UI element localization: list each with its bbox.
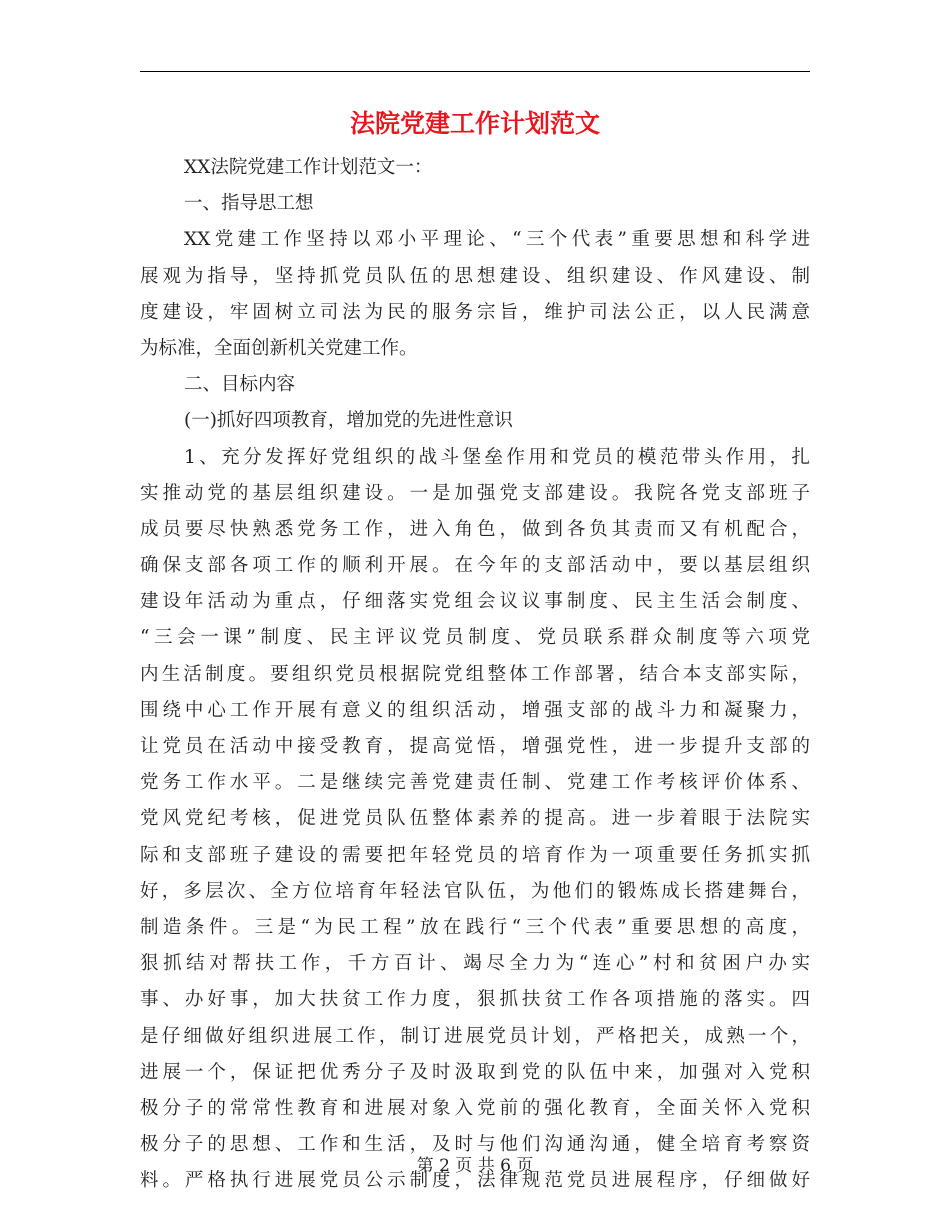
page-number: 第 2 页 共 6 页 — [416, 1156, 534, 1176]
body-line: 二、目标内容 — [184, 374, 296, 396]
body-line: 进展一个，保证把优秀分子及时汲取到党的队伍中来，加强对入党积 — [140, 1061, 810, 1083]
body-line: 事、办好事，加大扶贫工作力度，狠抓扶贫工作各项措施的落实。四 — [140, 989, 810, 1011]
body-line: 制造条件。三是“为民工程”放在践行“三个代表”重要思想的高度， — [140, 916, 810, 938]
body-line: XX法院党建工作计划范文一： — [184, 157, 433, 178]
body-line: 狠抓结对帮扶工作，千方百计、竭尽全力为“连心”村和贫困户办实 — [140, 953, 810, 975]
body-line: 际和支部班子建设的需要把年轻党员的培育作为一项重要任务抓实抓 — [140, 844, 810, 866]
body-line: 极分子的常常性教育和进展对象入党前的强化教育，全面关怀入党积 — [140, 1097, 810, 1119]
body-line: 围绕中心工作开展有意义的组织活动，增强支部的战斗力和凝聚力， — [140, 699, 810, 721]
body-line: 建设年活动为重点，仔细落实党组会议议事制度、民主生活会制度、 — [140, 591, 810, 613]
body-line: “三会一课”制度、民主评议党员制度、党员联系群众制度等六项党 — [140, 627, 810, 649]
body-line: 成员要尽快熟悉党务工作，进入角色，做到各负其责而又有机配合， — [140, 518, 810, 540]
body-line: 党务工作水平。二是继续完善党建责任制、党建工作考核评价体系、 — [140, 772, 810, 794]
body-line: XX党建工作坚持以邓小平理论、“三个代表”重要思想和科学进 — [184, 229, 810, 251]
body-line: 为标准，全面创新机关党建工作。 — [140, 337, 418, 359]
body-line: 一、指导思工想 — [184, 193, 314, 215]
body-line: 党风党纪考核，促进党员队伍整体素养的提高。进一步着眼于法院实 — [140, 808, 810, 830]
body-line: 是仔细做好组织进展工作，制订进展党员计划，严格把关，成熟一个， — [140, 1025, 810, 1047]
body-line: 展观为指导，坚持抓党员队伍的思想建设、组织建设、作风建设、制 — [140, 265, 810, 287]
body-line: 极分子的思想、工作和生活，及时与他们沟通沟通，健全培育考察资 — [140, 1134, 810, 1156]
body-line: 内生活制度。要组织党员根据院党组整体工作部署，结合本支部实际， — [140, 663, 810, 685]
document-body — [140, 150, 810, 1199]
body-line: 料。严格执行进展党员公示制度，法律规范党员进展程序，仔细做好 — [140, 1170, 810, 1192]
body-line: 实推动党的基层组织建设。一是加强党支部建设。我院各党支部班子 — [140, 482, 810, 504]
body-line: 好，多层次、全方位培育年轻法官队伍，为他们的锻炼成长搭建舞台， — [140, 880, 810, 902]
body-line: 1、充分发挥好党组织的战斗堡垒作用和党员的模范带头作用，扎 — [184, 446, 810, 468]
body-line: 确保支部各项工作的顺利开展。在今年的支部活动中，要以基层组织 — [140, 555, 810, 577]
body-line: 让党员在活动中接受教育，提高觉悟，增强党性，进一步提升支部的 — [140, 736, 810, 757]
document-title: 法院党建工作计划范文 — [349, 109, 600, 138]
header-rule — [140, 71, 810, 72]
body-line: 度建设，牢固树立司法为民的服务宗旨，维护司法公正，以人民满意 — [140, 301, 810, 323]
body-line: (一)抓好四项教育，增加党的先进性意识 — [184, 410, 513, 432]
